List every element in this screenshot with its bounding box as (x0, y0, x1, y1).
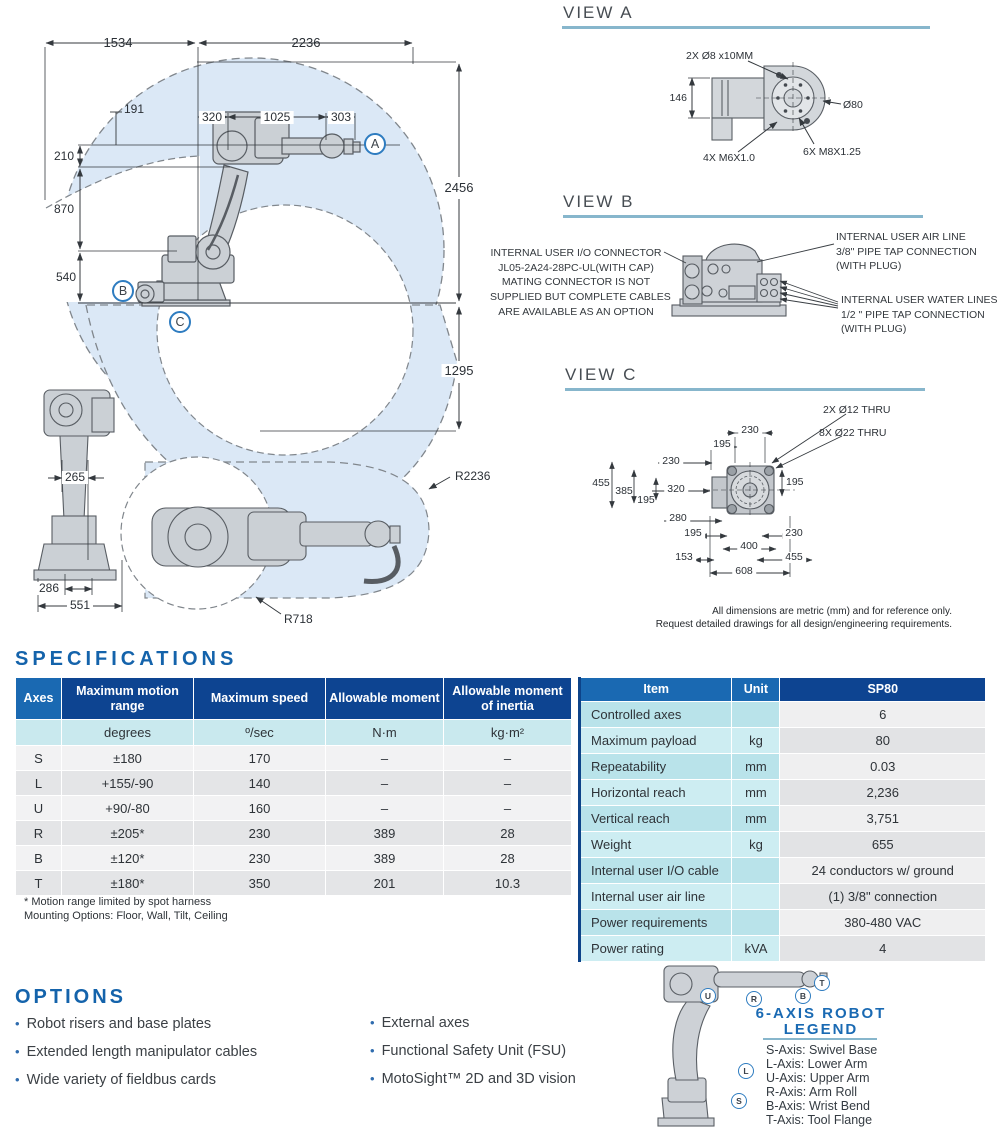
item-unit-cell: kVA (732, 936, 780, 962)
axes-data-cell: 160 (194, 796, 326, 821)
view-c-footnote (600, 605, 952, 631)
view-b-underline (563, 215, 923, 218)
point-c-marker: C (169, 311, 191, 333)
item-name-cell: Repeatability (580, 754, 732, 780)
axes-data-cell: U (16, 796, 62, 821)
vc-dim-b153: 153 (672, 552, 696, 563)
vc-dim-b455: 455 (782, 552, 806, 563)
item-header-row (580, 678, 986, 702)
axes-data-cell: – (326, 746, 444, 771)
axes-header-row (16, 678, 572, 720)
view-c-thru22-label: 8X Ø22 THRU (819, 427, 887, 439)
dim-303: 303 (328, 111, 354, 124)
item-unit-cell: kg (732, 728, 780, 754)
vc-dim-t195: 195 (710, 439, 734, 450)
axes-data-cell: – (444, 746, 572, 771)
dim-551: 551 (67, 599, 93, 612)
axes-data-row (16, 796, 572, 821)
item-data-row (580, 728, 986, 754)
item-value-cell: 0.03 (780, 754, 986, 780)
axes-unit-cell: º/sec (194, 720, 326, 746)
legend-entry: B-Axis: Wrist Bend (766, 1099, 870, 1113)
axes-data-cell: ±180 (62, 746, 194, 771)
item-name-cell: Power rating (580, 936, 732, 962)
item-data-row (580, 858, 986, 884)
air-note-line: INTERNAL USER AIR LINE (836, 231, 966, 243)
vc-dim-l385: 385 (615, 485, 633, 497)
vc-dim-r195: 195 (786, 476, 804, 488)
axes-data-cell: 28 (444, 821, 572, 846)
item-value-cell: 655 (780, 832, 986, 858)
item-unit-cell (732, 884, 780, 910)
axes-unit-cell: N·m (326, 720, 444, 746)
axes-data-cell: 140 (194, 771, 326, 796)
item-data-row (580, 884, 986, 910)
item-unit-cell: mm (732, 754, 780, 780)
item-value-cell: 80 (780, 728, 986, 754)
dim-2236: 2236 (291, 35, 321, 50)
axes-data-cell: – (444, 796, 572, 821)
item-data-row (580, 780, 986, 806)
option-item (15, 1016, 211, 1032)
vc-dim-l280: 280 (666, 513, 690, 524)
dim-1295: 1295 (442, 364, 477, 377)
axes-data-cell: +155/-90 (62, 771, 194, 796)
axes-data-cell: – (326, 771, 444, 796)
axes-data-row (16, 846, 572, 871)
item-column-header: Unit (732, 678, 780, 702)
dim-r718: R718 (284, 612, 313, 626)
robot-narrow-side-view (34, 390, 116, 580)
item-unit-cell (732, 858, 780, 884)
axes-data-cell: – (444, 771, 572, 796)
item-column-header: SP80 (780, 678, 986, 702)
axes-column-header: Allowable moment of inertia (444, 678, 572, 720)
joint-r-marker: R (746, 991, 762, 1007)
item-value-cell: 3,751 (780, 806, 986, 832)
specifications-title: SPECIFICATIONS (15, 648, 238, 670)
view-a-title: VIEW A (563, 3, 634, 22)
item-table (578, 677, 986, 962)
option-item (370, 1071, 576, 1087)
axes-data-cell: L (16, 771, 62, 796)
view-a-m8-label: 6X M8X1.25 (803, 146, 861, 158)
dim-265: 265 (62, 471, 88, 484)
item-value-cell: 4 (780, 936, 986, 962)
view-c-footnote-line1: All dimensions are metric (mm) and for reference only. (712, 606, 952, 617)
vc-dim-b400: 400 (737, 541, 761, 552)
view-a-146-label: 146 (669, 92, 687, 104)
io-note-line: SUPPLIED BUT COMPLETE CABLES (490, 291, 671, 304)
vc-dim-l320: 320 (664, 484, 688, 495)
joint-s-marker: S (731, 1093, 747, 1109)
item-data-row (580, 910, 986, 936)
item-name-cell: Horizontal reach (580, 780, 732, 806)
axes-data-cell: 350 (194, 871, 326, 896)
item-unit-cell: mm (732, 806, 780, 832)
axes-data-row (16, 871, 572, 896)
air-note-line: (WITH PLUG) (836, 260, 902, 273)
joint-b-marker: B (795, 988, 811, 1004)
io-note-line: MATING CONNECTOR IS NOT (501, 276, 651, 289)
item-column-header: Item (580, 678, 732, 702)
options-title: OPTIONS (15, 986, 127, 1008)
dim-210: 210 (53, 149, 74, 163)
vc-dim-b230: 230 (782, 528, 806, 539)
bullet-icon: • (370, 1071, 375, 1086)
item-name-cell: Maximum payload (580, 728, 732, 754)
vc-dim-l230: 230 (659, 456, 683, 467)
water-note-line: (WITH PLUG) (841, 323, 907, 336)
axes-column-header: Maximum motion range (62, 678, 194, 720)
item-data-row (580, 936, 986, 962)
joint-l-marker: L (738, 1063, 754, 1079)
legend-title-line2: LEGEND (783, 1021, 859, 1038)
vc-dim-l455: 455 (592, 477, 610, 489)
motion-range-footnote: * Motion range limited by spot harness (24, 896, 212, 908)
item-data-row (580, 832, 986, 858)
view-a-holes-label: 2X Ø8 x10MM (686, 50, 754, 62)
view-b-io-note (490, 246, 671, 320)
option-item (15, 1072, 216, 1088)
dim-1025: 1025 (261, 111, 294, 124)
io-note-line: INTERNAL USER I/O CONNECTOR (490, 247, 662, 259)
joint-u-marker: U (700, 988, 716, 1004)
item-unit-cell (732, 702, 780, 728)
item-name-cell: Power requirements (580, 910, 732, 936)
io-note-line: JL05-2A24-28PC-UL(WITH CAP) (498, 261, 654, 274)
axes-column-header: Axes (16, 678, 62, 720)
item-data-row (580, 754, 986, 780)
item-value-cell: 380-480 VAC (780, 910, 986, 936)
option-item (15, 1044, 257, 1060)
option-label: MotoSight™ 2D and 3D vision (381, 1071, 576, 1087)
option-label: External axes (381, 1015, 470, 1031)
axes-data-cell: – (326, 796, 444, 821)
view-b-water-note (841, 293, 998, 337)
bullet-icon: • (15, 1072, 20, 1087)
axes-data-cell: 230 (194, 846, 326, 871)
axes-data-cell: 10.3 (444, 871, 572, 896)
axes-data-cell: 170 (194, 746, 326, 771)
item-unit-cell: kg (732, 832, 780, 858)
dim-870: 870 (53, 202, 74, 216)
view-a-underline (562, 26, 930, 29)
option-label: Functional Safety Unit (FSU) (381, 1043, 567, 1059)
dim-540: 540 (55, 270, 76, 284)
option-label: Wide variety of fieldbus cards (26, 1072, 216, 1088)
option-label: Extended length manipulator cables (26, 1044, 258, 1060)
axes-table (15, 677, 572, 896)
dim-191: 191 (123, 102, 145, 116)
dim-r2236: R2236 (455, 469, 491, 483)
item-name-cell: Internal user I/O cable (580, 858, 732, 884)
item-data-row (580, 702, 986, 728)
view-a-m6-label: 4X M6X1.0 (703, 152, 755, 164)
point-a-marker: A (364, 133, 386, 155)
dim-1534: 1534 (103, 35, 133, 50)
water-note-line: INTERNAL USER WATER LINES (841, 294, 998, 306)
vc-dim-t230: 230 (738, 425, 762, 436)
item-name-cell: Controlled axes (580, 702, 732, 728)
view-b-title: VIEW B (563, 192, 635, 211)
axes-column-header: Maximum speed (194, 678, 326, 720)
item-unit-cell: mm (732, 780, 780, 806)
axes-data-cell: 230 (194, 821, 326, 846)
item-value-cell: (1) 3/8" connection (780, 884, 986, 910)
dim-2456: 2456 (442, 181, 477, 194)
bullet-icon: • (15, 1016, 20, 1031)
item-unit-cell (732, 910, 780, 936)
axes-units-row (16, 720, 572, 746)
dim-286: 286 (36, 582, 62, 595)
vc-dim-l195: 195 (637, 494, 655, 506)
view-c-thru12-label: 2X Ø12 THRU (823, 404, 891, 416)
legend-entry: U-Axis: Upper Arm (766, 1071, 870, 1085)
view-c-footnote-line2: Request detailed drawings for all design/engineering requirements. (655, 619, 952, 630)
legend-entry: L-Axis: Lower Arm (766, 1057, 868, 1071)
axes-data-row (16, 821, 572, 846)
view-b-drawing (672, 244, 786, 316)
legend-title-line1: 6-AXIS ROBOT (755, 1005, 887, 1022)
axes-data-cell: +90/-80 (62, 796, 194, 821)
water-note-line: 1/2 " PIPE TAP CONNECTION (841, 308, 985, 321)
option-item (370, 1015, 469, 1031)
item-name-cell: Internal user air line (580, 884, 732, 910)
view-c-underline (565, 388, 925, 391)
item-name-cell: Weight (580, 832, 732, 858)
mounting-options-footnote: Mounting Options: Floor, Wall, Tilt, Ceiling (24, 910, 228, 922)
option-label: Robot risers and base plates (26, 1016, 212, 1032)
joint-t-marker: T (814, 975, 830, 991)
point-b-marker: B (112, 280, 134, 302)
axes-data-cell: 389 (326, 821, 444, 846)
axes-unit-cell (16, 720, 62, 746)
view-a-d80-label: Ø80 (843, 99, 863, 111)
legend-entry: T-Axis: Tool Flange (766, 1113, 873, 1127)
bullet-icon: • (370, 1043, 375, 1058)
bullet-icon: • (15, 1044, 20, 1059)
axes-data-cell: ±180* (62, 871, 194, 896)
axes-data-cell: ±120* (62, 846, 194, 871)
axes-data-cell: B (16, 846, 62, 871)
axes-data-row (16, 746, 572, 771)
view-b-air-note (836, 230, 977, 274)
io-note-line: ARE AVAILABLE AS AN OPTION (498, 305, 654, 318)
air-note-line: 3/8" PIPE TAP CONNECTION (836, 245, 977, 258)
axes-unit-cell: kg·m² (444, 720, 572, 746)
axes-data-cell: S (16, 746, 62, 771)
axes-data-cell: T (16, 871, 62, 896)
vc-dim-b195: 195 (681, 528, 705, 539)
axes-data-cell: R (16, 821, 62, 846)
axes-data-row (16, 771, 572, 796)
bullet-icon: • (370, 1015, 375, 1030)
axes-data-cell: 28 (444, 846, 572, 871)
vc-dim-b608: 608 (732, 566, 756, 577)
axes-column-header: Allowable moment (326, 678, 444, 720)
item-value-cell: 2,236 (780, 780, 986, 806)
item-value-cell: 24 conductors w/ ground (780, 858, 986, 884)
item-data-row (580, 806, 986, 832)
legend-entry: R-Axis: Arm Roll (766, 1085, 857, 1099)
legend-entry: S-Axis: Swivel Base (766, 1043, 878, 1057)
item-value-cell: 6 (780, 702, 986, 728)
axes-data-cell: 389 (326, 846, 444, 871)
axes-unit-cell: degrees (62, 720, 194, 746)
view-c-title: VIEW C (565, 365, 638, 384)
axes-data-cell: ±205* (62, 821, 194, 846)
legend-underline (763, 1038, 877, 1040)
item-name-cell: Vertical reach (580, 806, 732, 832)
option-item (370, 1043, 566, 1059)
dim-320: 320 (199, 111, 225, 124)
axes-data-cell: 201 (326, 871, 444, 896)
